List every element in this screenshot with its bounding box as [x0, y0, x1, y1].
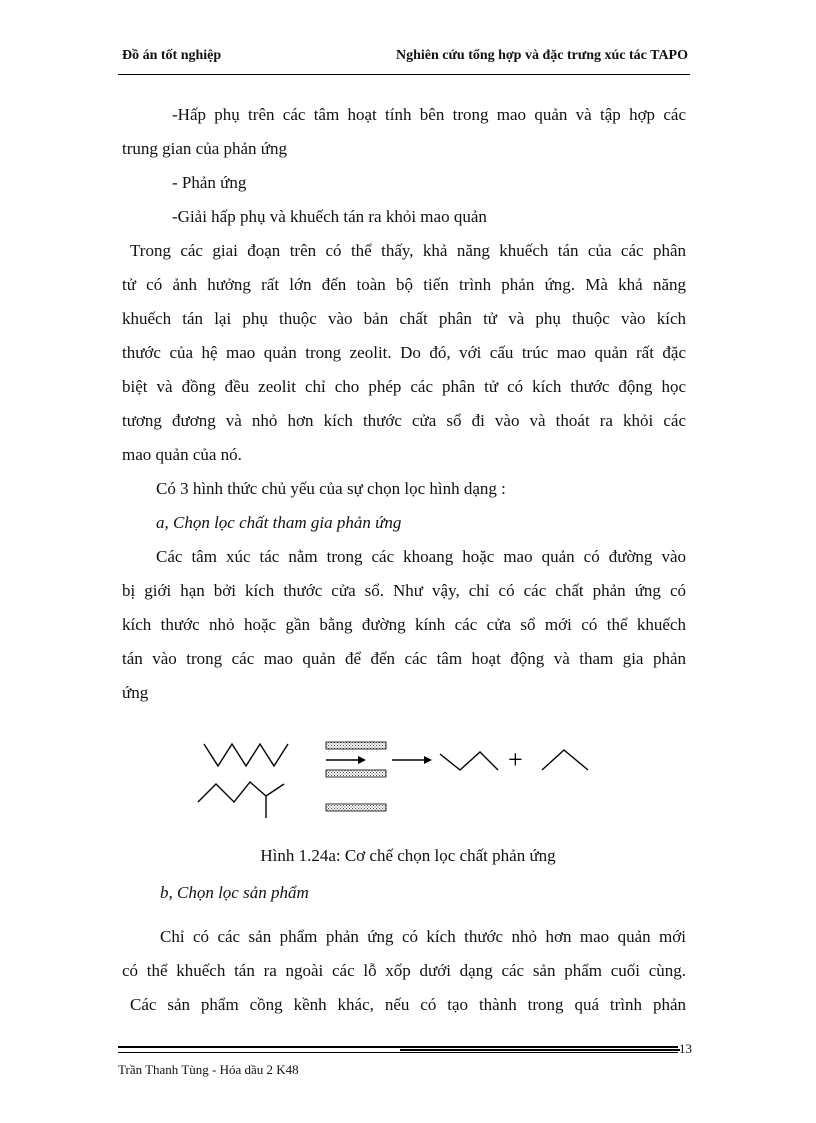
- paragraph-line: biệt và đồng đều zeolit chỉ cho phép các phân tử có kích thước động học: [122, 377, 686, 396]
- paragraph-line: tán vào trong các mao quản để đến các tâm hoạt động và tham gia phản: [122, 649, 686, 668]
- header-rule: [118, 74, 690, 75]
- footer-rule-thin: [118, 1052, 678, 1053]
- paragraph-line: - Phản ứng: [172, 173, 247, 192]
- paragraph-line: Chỉ có các sản phẩm phản ứng có kích thước nhỏ hơn mao quản mới: [160, 927, 686, 946]
- paragraph-line: tử có ảnh hưởng rất lớn đến toàn bộ tiến trình phản ứng. Mà khả năng: [122, 275, 686, 294]
- reaction-diagram: [196, 736, 596, 836]
- product-molecule-1: [440, 752, 498, 770]
- paragraph-line: Trong các giai đoạn trên có thể thấy, khả năng khuếch tán của các phân: [130, 241, 686, 260]
- paragraph-line: khuếch tán lại phụ thuộc vào bản chất phân tử và phụ thuộc vào kích: [122, 309, 686, 328]
- paragraph-line: thước của hệ mao quản trong zeolit. Do đó, với cấu trúc mao quản rất đặc: [122, 343, 686, 362]
- header-left-title: Đồ án tốt nghiệp: [122, 48, 222, 63]
- paragraph-line: có thể khuếch tán ra ngoài các lỗ xốp dưới dạng các sản phẩm cuối cùng.: [122, 961, 686, 980]
- paragraph-line: mao quản của nó.: [122, 445, 242, 464]
- branched-molecule: [198, 782, 284, 802]
- arrow-out-head: [424, 756, 432, 764]
- footer-author: Trần Thanh Tùng - Hóa dầu 2 K48: [118, 1062, 299, 1077]
- arrow-in-head: [358, 756, 366, 764]
- plus-sign: +: [508, 745, 523, 774]
- paragraph-line: bị giới hạn bởi kích thước cửa sổ. Như vậy, chỉ có các chất phản ứng có: [122, 581, 686, 600]
- product-molecule-2: [542, 750, 588, 770]
- subsection-heading-a: a, Chọn lọc chất tham gia phản ứng: [156, 513, 402, 532]
- pore-wall-bottom: [326, 804, 386, 811]
- pore-wall-middle: [326, 770, 386, 777]
- paragraph-line: -Giải hấp phụ và khuếch tán ra khỏi mao quản: [172, 207, 487, 226]
- footer-rule: [118, 1046, 678, 1048]
- paragraph-line: kích thước nhỏ hoặc gần bằng đường kính các cửa sổ mới có thể khuếch: [122, 615, 686, 634]
- subsection-heading-b: b, Chọn lọc sản phẩm: [160, 883, 309, 902]
- page-number: 13: [679, 1041, 692, 1056]
- linear-molecule: [204, 744, 288, 766]
- page-header: [122, 48, 688, 72]
- paragraph-line: ứng: [122, 683, 149, 702]
- header-right-title: Nghiên cứu tổng hợp và đặc trưng xúc tác TAPO: [396, 48, 688, 63]
- paragraph-line: Có 3 hình thức chủ yếu của sự chọn lọc hình dạng :: [156, 479, 506, 498]
- footer-rule-thick: [400, 1049, 680, 1051]
- paragraph-line: trung gian của phản ứng: [122, 139, 288, 158]
- pore-wall-top: [326, 742, 386, 749]
- body-text: [122, 104, 686, 716]
- paragraph-line: -Hấp phụ trên các tâm hoạt tính bên trong mao quản và tập hợp các: [172, 105, 686, 124]
- paragraph-line: Các tâm xúc tác nằm trong các khoang hoặc mao quản có đường vào: [156, 547, 686, 566]
- paragraph-line: tương đương và nhỏ hơn kích thước cửa sổ đi vào và thoát ra khỏi các: [122, 411, 686, 430]
- figure-caption: Hình 1.24a: Cơ chế chọn lọc chất phản ứng: [260, 846, 556, 865]
- paragraph-line: Các sản phẩm cồng kềnh khác, nếu có tạo thành trong quá trình phản: [130, 995, 686, 1014]
- section-b: [122, 882, 686, 1028]
